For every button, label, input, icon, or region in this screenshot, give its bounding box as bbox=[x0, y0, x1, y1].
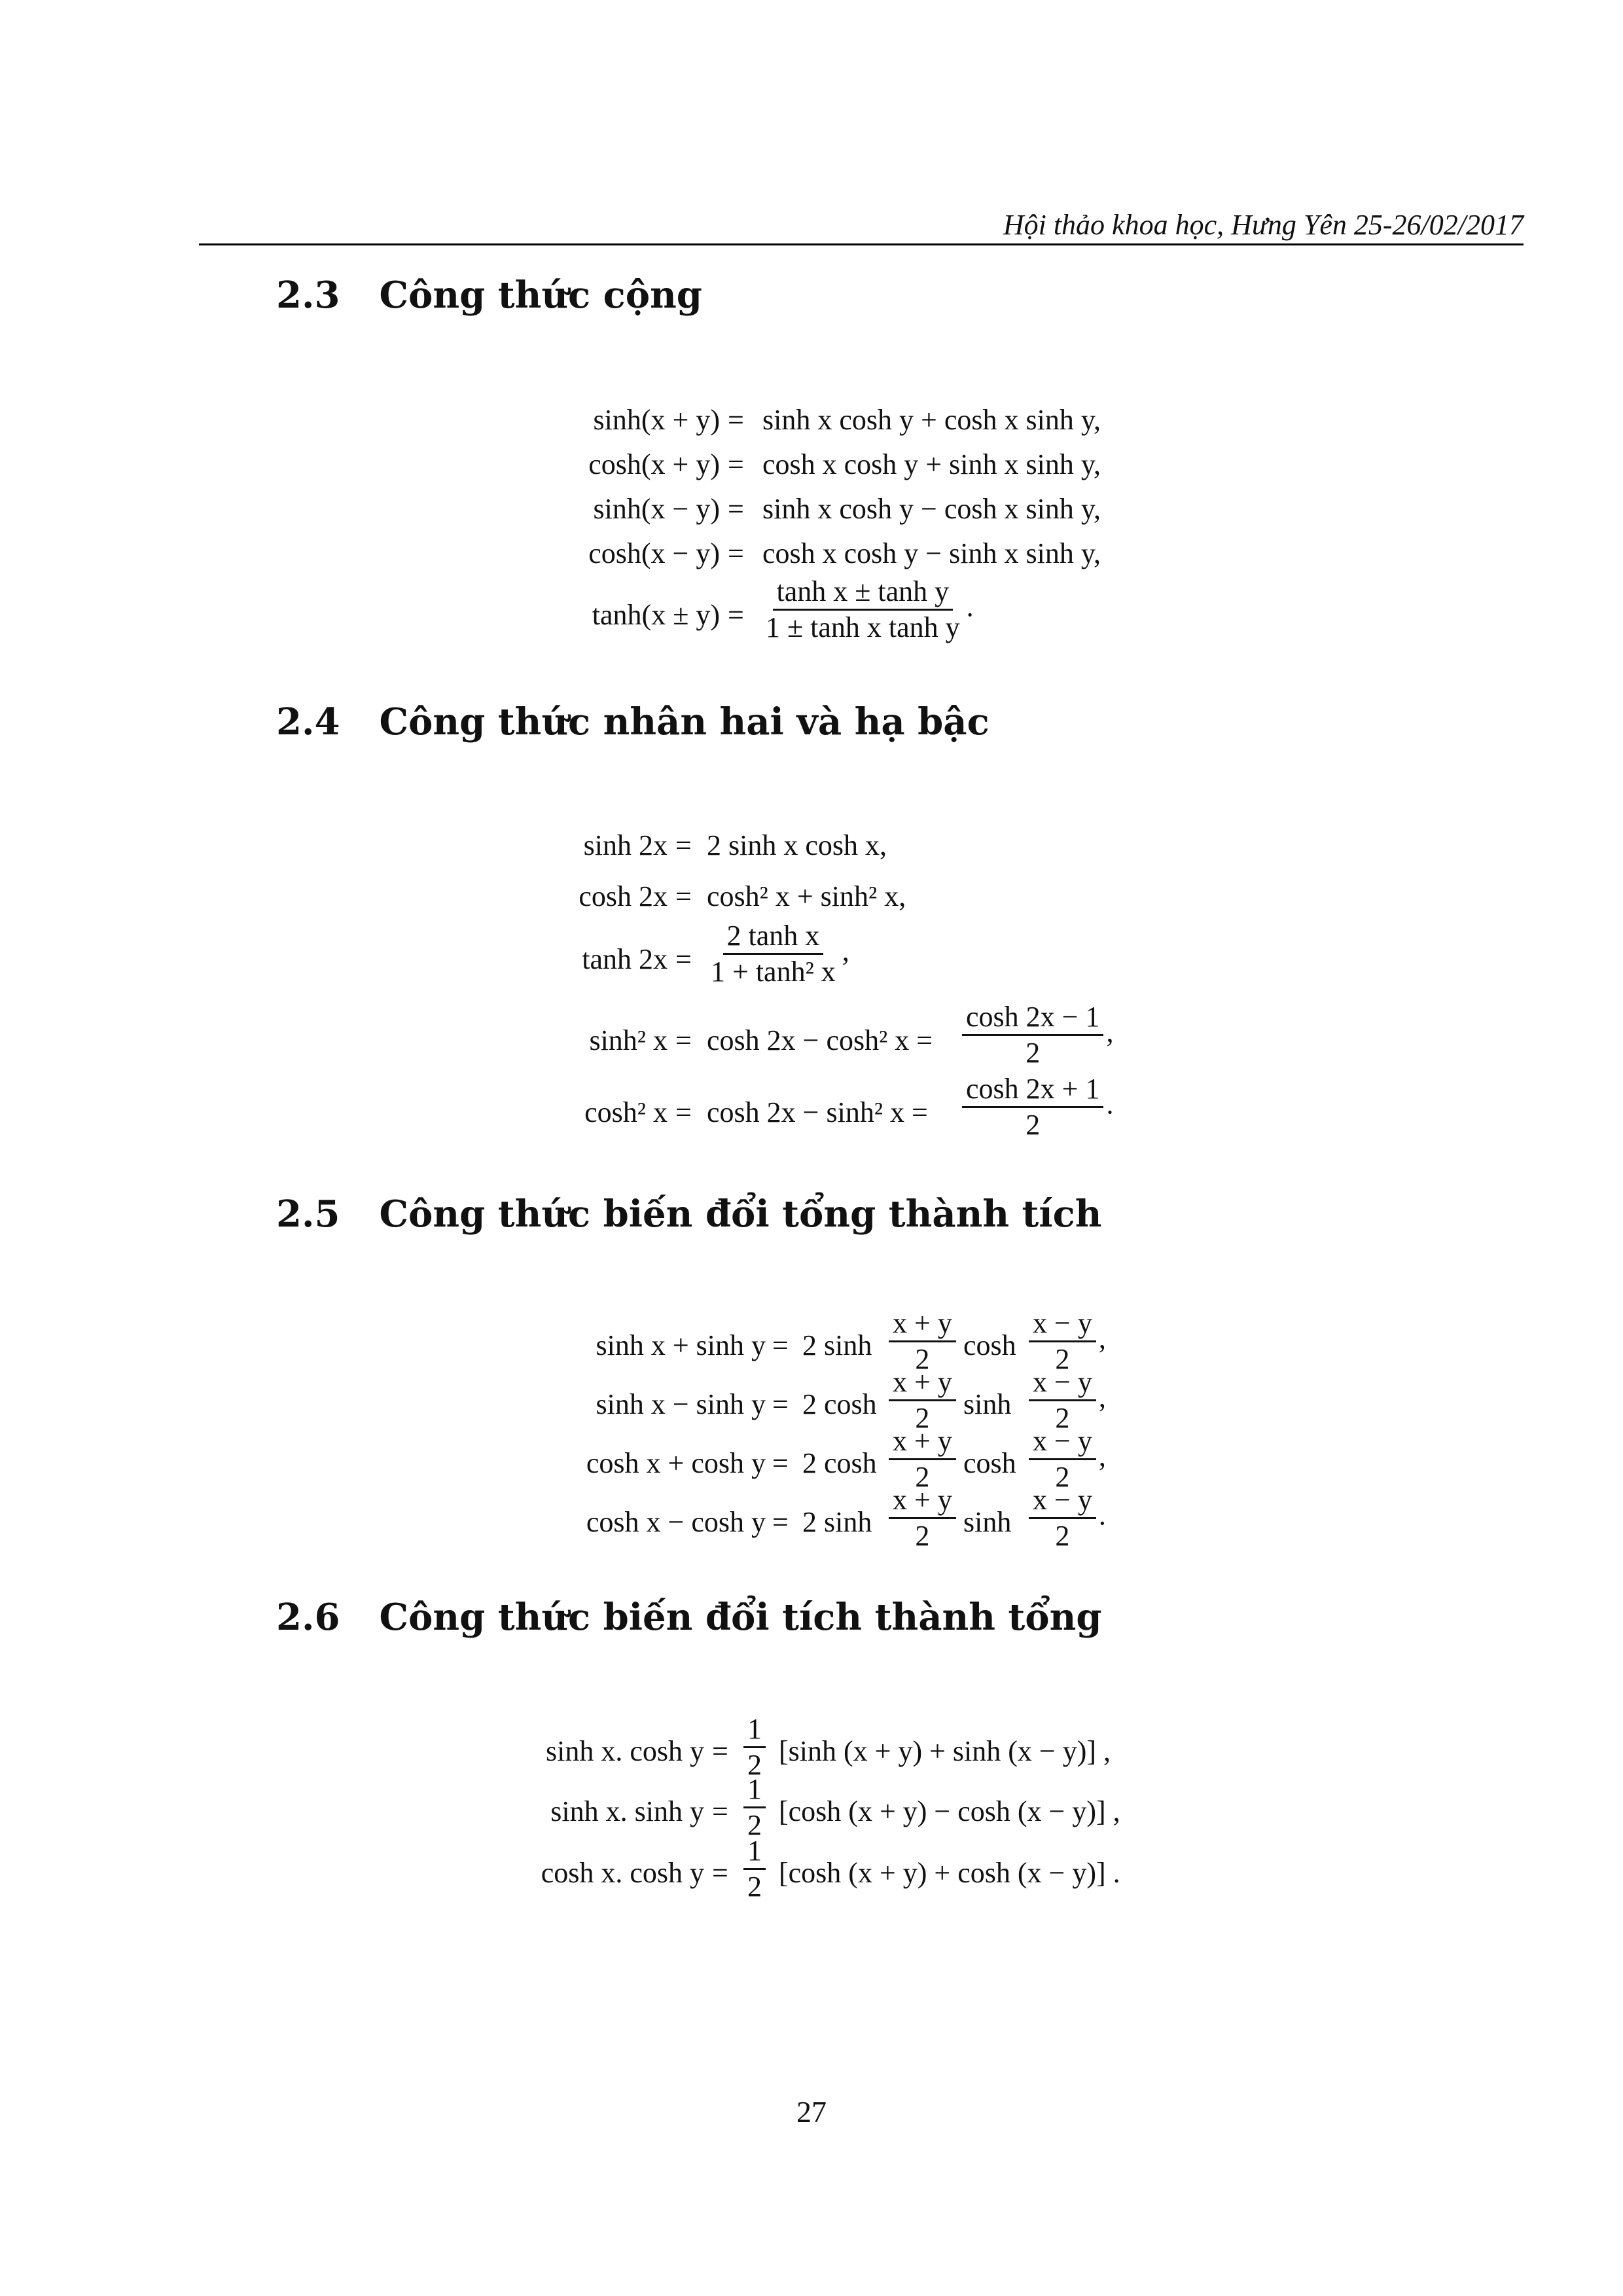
formula-rhs-prefix: cosh 2x − sinh² x = bbox=[707, 1096, 928, 1128]
fraction-denominator: 2 bbox=[1026, 1037, 1041, 1069]
section-number: 2.6 bbox=[276, 1596, 340, 1639]
section-title: Công thức biến đổi tổng thành tích bbox=[379, 1193, 1102, 1236]
punctuation: . bbox=[966, 590, 974, 623]
fraction bbox=[741, 1775, 768, 1840]
equals-sign: = bbox=[675, 829, 692, 861]
fraction bbox=[886, 1486, 959, 1551]
punctuation: . bbox=[1098, 1499, 1106, 1532]
fraction bbox=[1026, 1427, 1106, 1492]
section-heading-2-5 bbox=[276, 1193, 1102, 1236]
formula-rhs: cosh x cosh y − sinh x sinh y, bbox=[762, 537, 1101, 569]
fraction-denominator: 2 bbox=[747, 1809, 762, 1841]
equals-sign: = bbox=[772, 1388, 789, 1420]
formula-rhs: sinh x cosh y − cosh x sinh y, bbox=[762, 493, 1101, 525]
formula-rhs: sinh x cosh y + cosh x sinh y, bbox=[762, 404, 1101, 436]
equals-sign: = bbox=[675, 880, 692, 912]
formula-lhs: sinh x + sinh y bbox=[596, 1329, 766, 1361]
function-1: 2 cosh bbox=[802, 1388, 877, 1420]
bracket-expression: [sinh (x + y) + sinh (x − y)] , bbox=[779, 1735, 1111, 1767]
section-number: 2.5 bbox=[276, 1193, 340, 1236]
formula-block-double-angle bbox=[0, 831, 1623, 1158]
fraction-numerator: x + y bbox=[889, 1427, 956, 1460]
punctuation: , bbox=[1098, 1440, 1106, 1473]
fraction-denominator: 2 bbox=[747, 1749, 762, 1781]
equals-sign: = bbox=[728, 537, 744, 569]
function-2: sinh bbox=[963, 1506, 1012, 1538]
section-number: 2.3 bbox=[276, 274, 340, 317]
fraction-numerator: x + y bbox=[889, 1486, 956, 1519]
fraction-numerator: x − y bbox=[1029, 1368, 1096, 1401]
bracket-expression: [cosh (x + y) − cosh (x − y)] , bbox=[779, 1795, 1120, 1827]
fraction bbox=[741, 1715, 768, 1780]
fraction-denominator: 2 bbox=[915, 1402, 930, 1434]
fraction-numerator: x − y bbox=[1029, 1309, 1096, 1342]
fraction-denominator: 1 ± tanh x tanh y bbox=[766, 611, 960, 643]
fraction-denominator: 2 bbox=[747, 1871, 762, 1903]
function-1: 2 sinh bbox=[802, 1329, 872, 1361]
fraction-denominator: 2 bbox=[915, 1461, 930, 1493]
fraction-numerator: tanh x ± tanh y bbox=[773, 577, 954, 611]
equals-sign: = bbox=[712, 1735, 728, 1767]
fraction-numerator: 1 bbox=[743, 1775, 766, 1808]
section-heading-2-6 bbox=[276, 1596, 1102, 1639]
section-title: Công thức cộng bbox=[379, 274, 702, 317]
punctuation: . bbox=[1106, 1088, 1114, 1121]
fraction bbox=[741, 1837, 768, 1901]
fraction-denominator: 2 bbox=[1055, 1461, 1070, 1493]
fraction bbox=[704, 922, 849, 986]
formula-lhs: sinh 2x bbox=[583, 829, 668, 861]
equals-sign: = bbox=[728, 493, 744, 525]
formula-lhs: cosh(x − y) bbox=[588, 537, 720, 569]
formula-lhs: cosh(x + y) bbox=[588, 448, 720, 480]
fraction bbox=[1026, 1368, 1106, 1433]
formula-rhs-prefix: cosh 2x − cosh² x = bbox=[707, 1024, 933, 1056]
formula-lhs: sinh x − sinh y bbox=[596, 1388, 766, 1420]
fraction bbox=[886, 1368, 959, 1433]
formula-rhs: cosh² x + sinh² x, bbox=[707, 880, 906, 912]
fraction-numerator: 1 bbox=[743, 1837, 766, 1870]
section-number: 2.4 bbox=[276, 700, 340, 744]
fraction-numerator: 1 bbox=[743, 1715, 766, 1748]
formula-block-addition bbox=[0, 406, 1623, 668]
fraction-denominator: 2 bbox=[1055, 1520, 1070, 1552]
formula-lhs: tanh(x ± y) bbox=[592, 599, 720, 631]
fraction-denominator: 2 bbox=[1055, 1343, 1070, 1375]
fraction-denominator: 1 + tanh² x bbox=[711, 956, 836, 988]
fraction-numerator: x + y bbox=[889, 1309, 956, 1342]
fraction-denominator: 2 bbox=[1026, 1109, 1041, 1141]
formula-block-product-to-sum bbox=[0, 1715, 1623, 1924]
formula-block-sum-to-product bbox=[0, 1309, 1623, 1571]
equals-sign: = bbox=[712, 1795, 728, 1827]
formula-lhs: sinh(x − y) bbox=[593, 493, 720, 525]
formula-rhs: cosh x cosh y + sinh x sinh y, bbox=[762, 448, 1101, 480]
formula-lhs: cosh x − cosh y bbox=[586, 1506, 766, 1538]
function-2: cosh bbox=[963, 1329, 1016, 1361]
fraction-numerator: cosh 2x − 1 bbox=[962, 1003, 1103, 1036]
function-2: sinh bbox=[963, 1388, 1012, 1420]
header-rule bbox=[199, 243, 1524, 245]
fraction-denominator: 2 bbox=[915, 1520, 930, 1552]
fraction-numerator: 2 tanh x bbox=[723, 922, 824, 955]
equals-sign: = bbox=[675, 943, 692, 975]
fraction bbox=[759, 577, 974, 642]
fraction bbox=[1026, 1309, 1106, 1374]
fraction bbox=[959, 1075, 1113, 1139]
function-1: 2 sinh bbox=[802, 1506, 872, 1538]
fraction-numerator: cosh 2x + 1 bbox=[962, 1075, 1103, 1108]
section-title: Công thức biến đổi tích thành tổng bbox=[379, 1596, 1102, 1639]
formula-lhs: tanh 2x bbox=[582, 943, 668, 975]
fraction-numerator: x − y bbox=[1029, 1486, 1096, 1519]
fraction-denominator: 2 bbox=[915, 1343, 930, 1375]
page-number: 27 bbox=[796, 2095, 827, 2128]
fraction bbox=[886, 1309, 959, 1374]
equals-sign: = bbox=[772, 1447, 789, 1479]
bracket-expression: [cosh (x + y) + cosh (x − y)] . bbox=[779, 1857, 1120, 1889]
section-title: Công thức nhân hai và hạ bậc bbox=[379, 700, 990, 744]
function-1: 2 cosh bbox=[802, 1447, 877, 1479]
formula-lhs: cosh² x bbox=[584, 1096, 668, 1128]
function-2: cosh bbox=[963, 1447, 1016, 1479]
formula-rhs: 2 sinh x cosh x, bbox=[707, 829, 887, 861]
equals-sign: = bbox=[772, 1329, 789, 1361]
punctuation: , bbox=[1106, 1016, 1114, 1049]
formula-lhs: cosh x + cosh y bbox=[586, 1447, 766, 1479]
equals-sign: = bbox=[772, 1506, 789, 1538]
equals-sign: = bbox=[712, 1857, 728, 1889]
running-header: Hội thảo khoa học, Hưng Yên 25-26/02/2017 bbox=[1003, 209, 1524, 241]
formula-lhs: sinh x. sinh y bbox=[550, 1795, 704, 1827]
equals-sign: = bbox=[728, 599, 744, 631]
fraction-denominator: 2 bbox=[1055, 1402, 1070, 1434]
formula-lhs: sinh(x + y) bbox=[593, 404, 720, 436]
section-heading-2-4 bbox=[276, 700, 990, 744]
formula-lhs: cosh x. cosh y bbox=[541, 1857, 704, 1889]
equals-sign: = bbox=[728, 404, 744, 436]
punctuation: , bbox=[842, 935, 849, 967]
section-heading-2-3 bbox=[276, 274, 702, 317]
formula-lhs: sinh² x bbox=[589, 1024, 668, 1056]
equals-sign: = bbox=[675, 1096, 692, 1128]
formula-lhs: cosh 2x bbox=[579, 880, 668, 912]
punctuation: , bbox=[1098, 1322, 1106, 1355]
fraction bbox=[886, 1427, 959, 1492]
fraction bbox=[959, 1003, 1113, 1067]
punctuation: , bbox=[1098, 1381, 1106, 1414]
equals-sign: = bbox=[675, 1024, 692, 1056]
equals-sign: = bbox=[728, 448, 744, 480]
fraction bbox=[1026, 1486, 1106, 1551]
formula-lhs: sinh x. cosh y bbox=[546, 1735, 704, 1767]
fraction-numerator: x + y bbox=[889, 1368, 956, 1401]
fraction-numerator: x − y bbox=[1029, 1427, 1096, 1460]
